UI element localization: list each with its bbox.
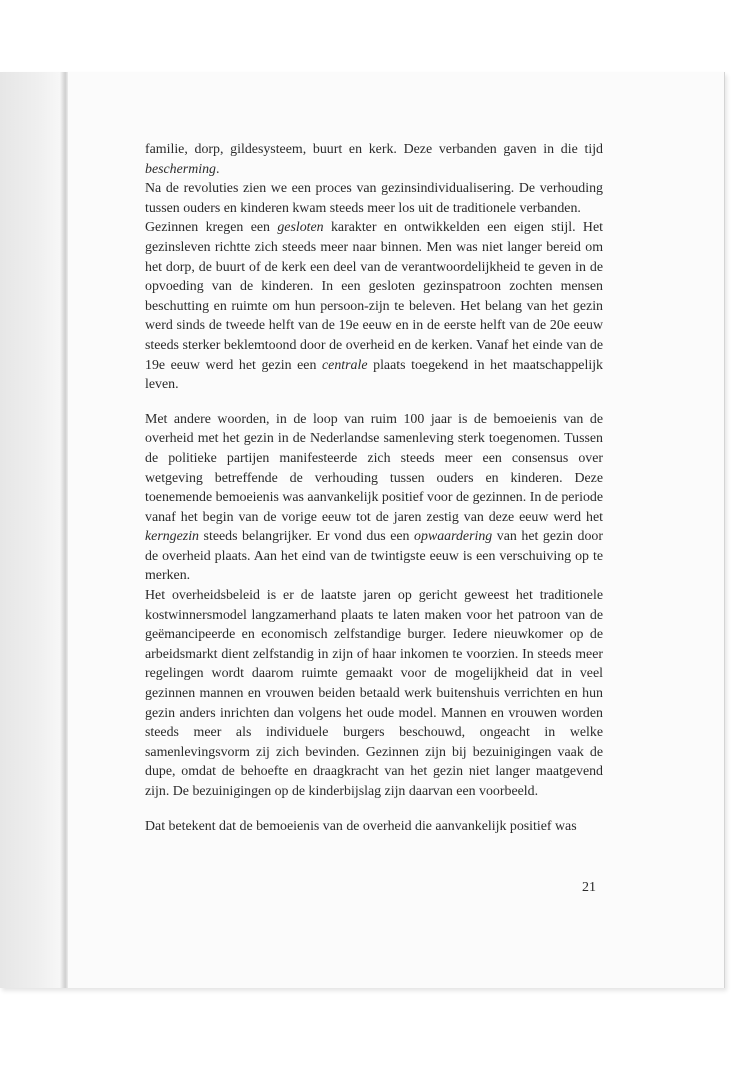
- text-run: Met andere woorden, in de loop van ruim 100 jaar is de bemoeienis van de overheid met het gezin in de Nederlandse samenleving sterk toegenomen. Tussen de politieke partijen manifesteerde zich steeds meer een consensus over wetgeving betreffende de verhouding tussen ouders en kinderen. Deze toenemende bemoeienis was aanvankelijk positief voor de gezinnen. In de periode vanaf het begin van de vorige eeuw tot de jaren zestig van deze eeuw werd het: [145, 411, 603, 525]
- text-run: Na de revoluties zien we een proces van gezinsindividualisering. De verhouding tussen ouders en kinderen kwam steeds meer los uit de traditionele verbanden.: [145, 181, 603, 216]
- text-run: Gezinnen kregen een: [145, 220, 278, 236]
- paragraph: [145, 410, 603, 586]
- text-run: familie, dorp, gildesysteem, buurt en kerk. Deze verbanden gaven in die tijd: [145, 142, 603, 157]
- italic-term: centrale: [322, 357, 368, 373]
- italic-term: bescherming: [145, 161, 216, 177]
- text-run: karakter en ontwikkelden een eigen stijl. Het gezinsleven richtte zich steeds meer naar binnen. Men was niet langer bereid om het dorp, de buurt of de kerk een deel van de verantwoordelijkheid te geven in de opvoeding van de kinderen. In een gesloten gezinspatroon zochten mensen beschutting en ruimte om hun persoon-zijn te beleven. Het belang van het gezin werd sinds de tweede helft van de 19e eeuw en in de eerste helft van de 20e eeuw steeds sterker beklemtoond door de overheid en de kerken. Vanaf het einde van de 19e eeuw werd het gezin een: [145, 220, 603, 373]
- paragraph: [145, 179, 603, 218]
- paragraph: [145, 218, 603, 394]
- text-run: plaats toegekend in het maatschappelijk leven.: [145, 357, 603, 393]
- text-run: Het overheidsbeleid is er de laatste jaren op gericht geweest het traditionele kostwinnersmodel langzamerhand plaats te laten maken voor het patroon van de geëmancipeerde en economisch zelfstandige burger. Iedere nieuwkomer op de arbeidsmarkt dient zelfstandig in zijn of haar inkomen te voorzien. In steeds meer regelingen wordt daarom ruimte gemaakt voor de mogelijkheid dat in veel gezinnen mannen en vrouwen beiden betaald werk buitenshuis verrichten en hun gezin anders inrichten dan volgens het oude model. Mannen en vrouwen worden steeds meer als individuele burgers beschouwd, ongeacht in welke samenlevingsvorm zij zich bevinden. Gezinnen zijn bij bezuinigingen vaak de dupe, omdat de behoefte en draagkracht van het gezin niet langer maatgevend zijn. De bezuinigingen op de kinderbijslag zijn daarvan een voorbeeld.: [145, 588, 603, 799]
- text-run: van het gezin door de overheid plaats. Aan het eind van de twintigste eeuw is een verschuiving op te merken.: [145, 529, 603, 584]
- book-page: [0, 72, 725, 988]
- body-text: [145, 140, 603, 836]
- paragraph: [145, 140, 603, 179]
- italic-term: kerngezin: [145, 529, 200, 545]
- italic-term: gesloten: [277, 220, 324, 236]
- paragraph: [145, 817, 603, 837]
- page-number: 21: [582, 880, 596, 895]
- text-run: Dat betekent dat de bemoeienis van de overheid die aanvankelijk positief was: [145, 818, 577, 834]
- paragraph: [145, 586, 603, 802]
- text-run: .: [215, 161, 220, 177]
- text-run: steeds belangrijker. Er vond dus een: [199, 529, 415, 545]
- book-spine-shadow: [0, 72, 68, 988]
- italic-term: opwaardering: [414, 529, 493, 545]
